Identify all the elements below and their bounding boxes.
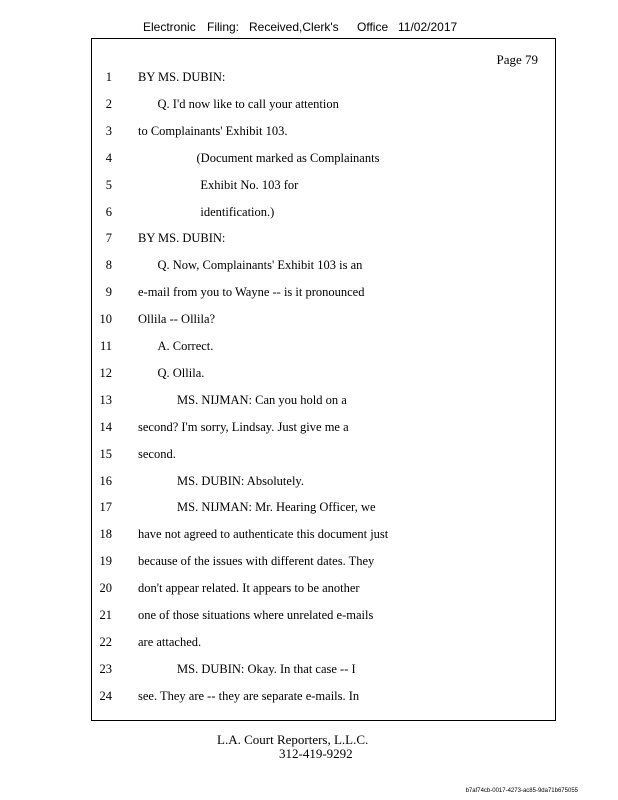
line-number: 3 [105,123,112,138]
line-number: 6 [105,204,112,219]
header-date: 11/02/2017 [398,20,458,34]
line-number: 19 [99,554,112,569]
header-electronic: Electronic [143,20,196,34]
line-text: Q. Ollila. [157,365,205,380]
line-number: 1 [105,70,112,84]
header-filing: Filing: [207,20,240,34]
line-text: MS. DUBIN: Absolutely. [177,473,304,488]
transcript-line [0,67,560,87]
document-hash: b7af74cb-0017-4273-ac85-9da71b675055 [465,788,578,794]
transcript-line [0,175,560,195]
transcript-line [0,363,560,383]
line-text: MS. DUBIN: Okay. In that case -- I [177,661,356,676]
transcript-line [0,336,560,356]
transcript-line [0,94,560,114]
transcript-line [0,121,560,141]
line-text: MS. NIJMAN: Mr. Hearing Officer, we [177,500,376,515]
transcript-line [0,255,560,275]
transcript-line [0,282,560,302]
line-text: (Document marked as Complainants [196,150,380,165]
transcript-line [0,444,560,464]
transcript-line [0,471,560,491]
line-number: 24 [99,688,112,703]
line-text: e-mail from you to Wayne -- is it pronounced [138,285,365,300]
line-number: 16 [99,473,112,488]
transcript-line [0,228,560,248]
line-number: 7 [105,231,112,246]
transcript-line [0,605,560,625]
line-number: 5 [105,177,112,192]
page-number: Page 79 [496,52,538,67]
line-number: 17 [99,500,112,515]
line-text: second? I'm sorry, Lindsay. Just give me a [138,419,349,434]
line-text: A. Correct. [157,339,214,353]
line-text: Q. Now, Complainants' Exhibit 103 is an [157,258,363,273]
header-office: Office [357,20,389,34]
transcript-line [0,148,560,168]
footer-company: L.A. Court Reporters, L.L.C. [217,732,369,747]
transcript-line [0,686,560,706]
line-text: second. [138,446,176,461]
filing-header [0,20,618,38]
transcript-line [0,578,560,598]
transcript-line [0,632,560,652]
line-text: have not agreed to authenticate this document just [138,527,389,542]
line-number: 2 [105,96,112,111]
line-text: Q. I'd now like to call your attention [157,96,339,111]
line-text: BY MS. DUBIN: [138,70,226,84]
line-number: 14 [99,419,112,434]
line-number: 10 [99,312,112,327]
line-number: 23 [99,661,112,676]
line-number: 18 [99,527,112,542]
line-text: BY MS. DUBIN: [138,231,226,246]
line-number: 11 [99,339,112,353]
line-text: Ollila -- Ollila? [138,312,216,327]
transcript-line [0,309,560,329]
transcript-line [0,659,560,679]
line-number: 21 [99,608,112,622]
line-number: 4 [105,150,112,165]
line-text: to Complainants' Exhibit 103. [138,123,288,138]
line-text: because of the issues with different dates. They [138,554,375,569]
transcript-line [0,551,560,571]
line-number: 22 [99,634,112,649]
line-text: Exhibit No. 103 for [200,177,299,192]
line-number: 9 [105,285,112,300]
line-text: are attached. [138,634,202,649]
transcript-line [0,524,560,544]
line-number: 12 [99,365,112,380]
header-received: Received,Clerk's [249,20,339,34]
transcript-line [0,390,560,410]
line-text: identification.) [200,204,275,219]
transcript-line [0,497,560,517]
line-text: MS. NIJMAN: Can you hold on a [177,392,347,407]
transcript-line [0,202,560,222]
line-number: 13 [99,392,112,407]
line-text: see. They are -- they are separate e-mails. In [138,688,360,703]
line-number: 20 [99,581,112,596]
line-text: one of those situations where unrelated e-mails [138,608,374,622]
transcript-line [0,417,560,437]
line-number: 8 [105,258,112,273]
footer-phone: 312-419-9292 [279,746,353,761]
line-text: don't appear related. It appears to be another [138,581,360,596]
line-number: 15 [99,446,112,461]
